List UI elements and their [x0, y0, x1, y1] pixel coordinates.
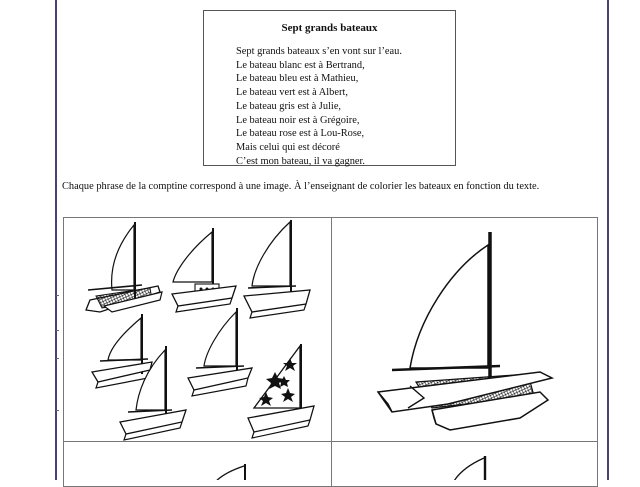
- poem-line: Le bateau noir est à Grégoire,: [236, 114, 360, 126]
- boat-partial: [210, 464, 245, 480]
- boat-cabin: [172, 228, 236, 312]
- boat-partial: [450, 456, 485, 480]
- boat-catamaran-small: [86, 222, 162, 312]
- instruction-text: Chaque phrase de la comptine correspond à une image. À l’enseignant de colorier les bateaux en fonction du texte.: [62, 181, 540, 192]
- poem-line: Le bateau bleu est à Mathieu,: [236, 73, 359, 85]
- boat-plain: [92, 314, 152, 388]
- poem-line: Mais celui qui est décoré: [236, 141, 340, 153]
- boat-catamaran-large: [378, 232, 552, 430]
- poem-line: C’est mon bateau, il va gagner.: [236, 155, 365, 167]
- poem-line: Le bateau vert est à Albert,: [236, 87, 348, 99]
- boat-decorated: [248, 344, 314, 438]
- poem-title: Sept grands bateaux: [281, 22, 378, 34]
- poem-line: Le bateau gris est à Julie,: [236, 100, 342, 112]
- poem-line: Le bateau blanc est à Bertrand,: [236, 59, 365, 71]
- boat-plain: [188, 308, 252, 396]
- boat-plain: [244, 220, 310, 318]
- poem-line: Le bateau rose est à Lou-Rose,: [236, 128, 365, 140]
- poem-line: Sept grands bateaux s’en vont sur l’eau.: [236, 46, 402, 57]
